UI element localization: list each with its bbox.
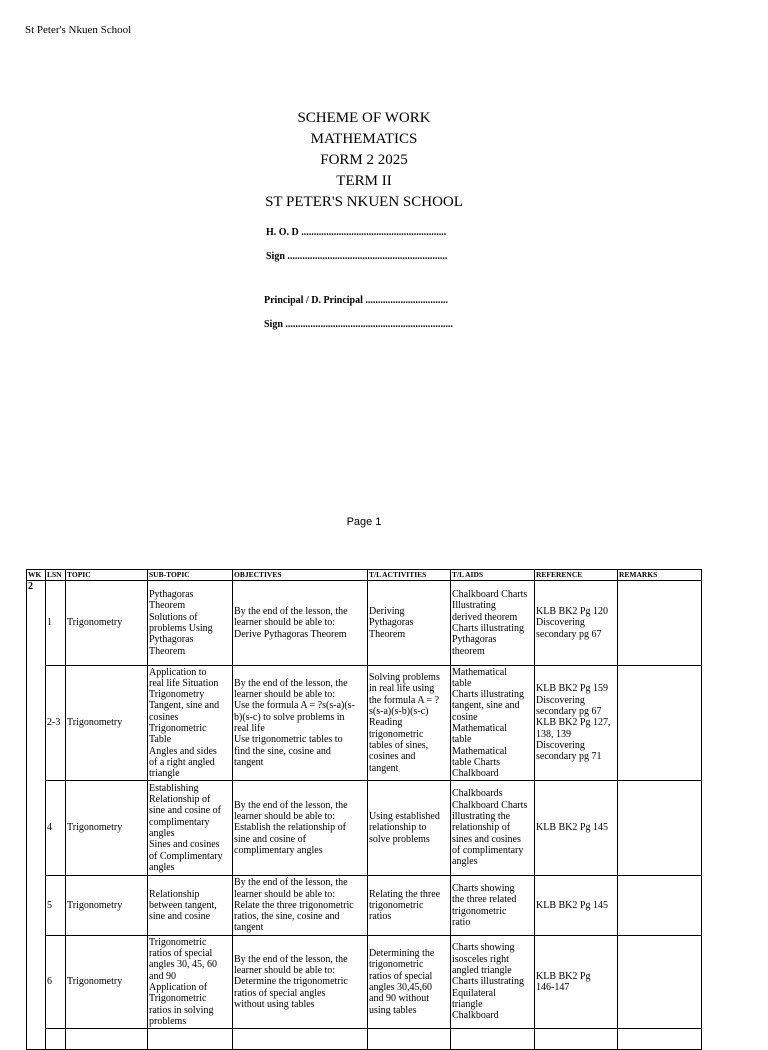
header-cell-wk: WK bbox=[27, 570, 46, 581]
reference-cell: KLB BK2 Pg 145 bbox=[535, 876, 618, 936]
remarks-cell bbox=[618, 781, 702, 876]
activities-cell: Using established relationship to solve problems bbox=[368, 781, 451, 876]
topic-cell: Trigonometry bbox=[66, 936, 148, 1029]
subtopic-cell: Relationship between tangent, sine and cosine bbox=[148, 876, 233, 936]
objectives-cell: By the end of the lesson, the learner should be able to: Establish the relationship of sine and cosine of complimentary angles bbox=[233, 781, 368, 876]
hod-sign-line: Sign ................................................................ bbox=[266, 251, 448, 262]
subtopic-cell bbox=[148, 1029, 233, 1050]
header-cell-subtopic: SUB-TOPIC bbox=[148, 570, 233, 581]
header-cell-remarks: REMARKS bbox=[618, 570, 702, 581]
doc-title: SCHEME OF WORK bbox=[297, 110, 431, 126]
subtopic-cell: Establishing Relationship of sine and cosine of complimentary angles Sines and cosines of Complimentary angles bbox=[148, 781, 233, 876]
scheme-table bbox=[26, 569, 702, 1050]
subtopic-cell: Pythagoras Theorem Solutions of problems Using Pythagoras Theorem bbox=[148, 581, 233, 666]
page-number: Page 1 bbox=[346, 516, 382, 528]
topic-cell: Trigonometry bbox=[66, 876, 148, 936]
activities-cell: Relating the three trigonometric ratios bbox=[368, 876, 451, 936]
aids-cell: Chalkboard Charts Illustrating derived theorem Charts illustrating Pythagoras theorem bbox=[451, 581, 535, 666]
remarks-cell bbox=[618, 1029, 702, 1050]
table-header-row bbox=[27, 570, 702, 581]
topic-cell: Trigonometry bbox=[66, 666, 148, 781]
hod-line: H. O. D .......................................................... bbox=[266, 227, 447, 238]
subject-title: MATHEMATICS bbox=[310, 131, 418, 147]
objectives-cell: By the end of the lesson, the learner should be able to: Use the formula A = ?s(s-a)(s- b)(s-c) to solve problems in real life Use trigonometric tables to find the sine, cosine and tangent bbox=[233, 666, 368, 781]
reference-cell: KLB BK2 Pg 145 bbox=[535, 781, 618, 876]
term-title: TERM II bbox=[336, 173, 392, 189]
header-cell-topic: TOPIC bbox=[66, 570, 148, 581]
objectives-cell: By the end of the lesson, the learner should be able to: Derive Pythagoras Theorem bbox=[233, 581, 368, 666]
remarks-cell bbox=[618, 876, 702, 936]
table-row bbox=[27, 666, 702, 781]
table-row bbox=[27, 876, 702, 936]
objectives-cell: By the end of the lesson, the learner should be able to: Relate the three trigonometric ratios, the sine, cosine and tangent bbox=[233, 876, 368, 936]
form-title: FORM 2 2025 bbox=[320, 152, 408, 168]
aids-cell: Chalkboards Chalkboard Charts illustrating the relationship of sines and cosines of complimentary angles bbox=[451, 781, 535, 876]
activities-cell: Determining the trigonometric ratios of special angles 30,45,60 and 90 without using tables bbox=[368, 936, 451, 1029]
header-cell-aids: T/L AIDS bbox=[451, 570, 535, 581]
principal-sign-line: Sign ................................................................... bbox=[264, 319, 453, 330]
week-cell: 2 bbox=[27, 581, 46, 1050]
topic-cell bbox=[66, 1029, 148, 1050]
aids-cell: Charts showing the three related trigonometric ratio bbox=[451, 876, 535, 936]
reference-cell: KLB BK2 Pg 146-147 bbox=[535, 936, 618, 1029]
activities-cell: Solving problems in real life using the formula A = ? s(s-a)(s-b)(s-c) Reading trigonometric tables of sines, cosines and tangent bbox=[368, 666, 451, 781]
reference-cell bbox=[535, 1029, 618, 1050]
topic-cell: Trigonometry bbox=[66, 581, 148, 666]
aids-cell: Mathematical table Charts illustrating tangent, sine and cosine Mathematical table Mathematical table Charts Chalkboard bbox=[451, 666, 535, 781]
remarks-cell bbox=[618, 666, 702, 781]
table-row bbox=[27, 581, 702, 666]
principal-line: Principal / D. Principal ................................. bbox=[264, 295, 448, 306]
header-cell-reference: REFERENCE bbox=[535, 570, 618, 581]
reference-cell: KLB BK2 Pg 159 Discovering secondary pg 67 KLB BK2 Pg 127, 138, 139 Discovering secondary pg 71 bbox=[535, 666, 618, 781]
aids-cell: Charts showing isosceles right angled triangle Charts illustrating Equilateral triangle Chalkboard bbox=[451, 936, 535, 1029]
lsn-cell: 1 bbox=[46, 581, 66, 666]
running-header: St Peter's Nkuen School bbox=[25, 24, 132, 36]
subtopic-cell: Application to real life Situation Trigonometry Tangent, sine and cosines Trigonometric Table Angles and sides of a right angled triangle bbox=[148, 666, 233, 781]
subtopic-cell: Trigonometric ratios of special angles 30, 45, 60 and 90 Application of Trigonometric ratios in solving problems bbox=[148, 936, 233, 1029]
objectives-cell: By the end of the lesson, the learner should be able to: Determine the trigonometric ratios of special angles without using tables bbox=[233, 936, 368, 1029]
lsn-cell: 4 bbox=[46, 781, 66, 876]
aids-cell bbox=[451, 1029, 535, 1050]
reference-cell: KLB BK2 Pg 120 Discovering secondary pg 67 bbox=[535, 581, 618, 666]
activities-cell: Deriving Pythagoras Theorem bbox=[368, 581, 451, 666]
lsn-cell: 2-3 bbox=[46, 666, 66, 781]
lsn-cell: 5 bbox=[46, 876, 66, 936]
header-cell-activities: T/L ACTIVITIES bbox=[368, 570, 451, 581]
school-title: ST PETER'S NKUEN SCHOOL bbox=[265, 194, 463, 210]
header-cell-lsn: LSN bbox=[46, 570, 66, 581]
title-block bbox=[0, 108, 728, 213]
objectives-cell bbox=[233, 1029, 368, 1050]
lsn-cell bbox=[46, 1029, 66, 1050]
header-cell-objectives: OBJECTIVES bbox=[233, 570, 368, 581]
activities-cell bbox=[368, 1029, 451, 1050]
table-row bbox=[27, 781, 702, 876]
table-row bbox=[27, 1029, 702, 1050]
topic-cell: Trigonometry bbox=[66, 781, 148, 876]
remarks-cell bbox=[618, 936, 702, 1029]
lsn-cell: 6 bbox=[46, 936, 66, 1029]
remarks-cell bbox=[618, 581, 702, 666]
table-row bbox=[27, 936, 702, 1029]
